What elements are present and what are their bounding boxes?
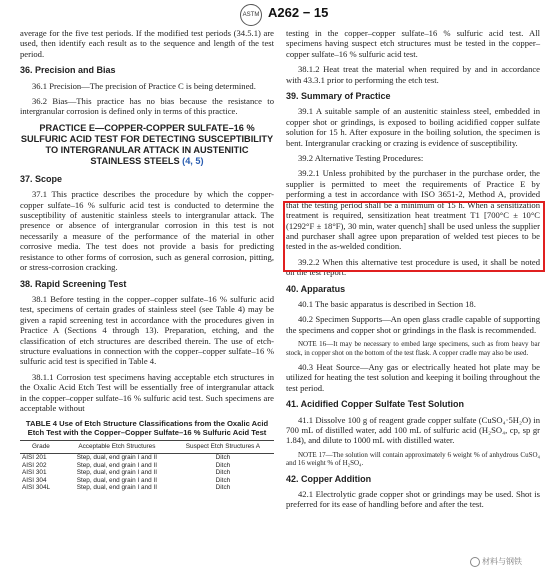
table-cell: AISI 304: [22, 476, 47, 484]
paragraph: average for the five test periods. If the modified test periods (34.5.1) are used, then identify each result as to the sequence and length of the test period.: [20, 28, 274, 59]
table-cell: Step, dual, end grain I and II: [76, 469, 157, 477]
paragraph: 40.3 Heat Source—Any gas or electrically heated hot plate may be utilized for heating the test solution and keeping it boiling throughout the test period.: [286, 361, 540, 393]
practice-heading: PRACTICE E—COPPER-COPPER SULFATE–16 % SULFURIC ACID TEST FOR DETECTING SUSCEPTIBILITY TO INTERGRANULAR ATTACK IN AUSTENITIC STAINLESS STEELS (4, 5): [20, 122, 274, 166]
standard-title: A262 − 15: [268, 5, 329, 20]
etch-structure-table: [20, 440, 274, 492]
left-column: [20, 28, 274, 492]
table-row: [20, 477, 274, 485]
table-cell: Ditch: [215, 469, 231, 477]
note: NOTE 17—The solution will contain approximately 6 weight % of anhydrous CuSO₄ and 16 weight % of H₂SO₄.: [286, 450, 540, 468]
table-cell: Ditch: [215, 453, 231, 461]
table-row: [20, 462, 274, 470]
section-heading: 40. Apparatus: [286, 283, 346, 294]
table-cell: Ditch: [215, 461, 231, 469]
wechat-icon: [470, 557, 480, 567]
table-cell: Step, dual, end grain I and II: [76, 453, 157, 461]
paragraph: 39.1 A suitable sample of an austenitic stainless steel, embedded in copper shot or grindings, is exposed to boiling acidified copper sulfate solution for 15 h. After exposure in the boiling solution, the specimen is bent. Intergranular cracking or crazing is evidence of susceptibility.: [286, 106, 540, 148]
section-heading: 36. Precision and Bias: [20, 65, 116, 76]
table-cell: AISI 301: [22, 469, 47, 477]
table-cell: Ditch: [215, 484, 231, 492]
watermark: 材料与钢铁: [468, 556, 524, 567]
table-cell: AISI 202: [22, 461, 47, 469]
practice-ref-link[interactable]: (4, 5): [182, 155, 204, 166]
paragraph: 39.2 Alternative Testing Procedures:: [298, 153, 424, 164]
table-cell: Step, dual, end grain I and II: [76, 484, 157, 492]
paragraph: 36.2 Bias—This practice has no bias because the resistance to intergranular corrosion is defined only in terms of this practice.: [20, 96, 274, 117]
paragraph: 38.1 Before testing in the copper–copper sulfate–16 % sulfuric acid test, specimens of certain grades of stainless steel (see Table 4) may be given a rapid screening test in accordance with the procedures given in Practice A (Sections 4 through 13). Preparation, etching, and the classification of etch structures are described therein. The use of etch-structure evaluations in connection with the copper–copper sulfate–16 % sulfuric acid test is specified in Table 4.: [20, 293, 274, 367]
page-header: [0, 0, 554, 26]
note: NOTE 16—It may be necessary to embed large specimens, such as from heavy bar stock, in copper shot on the bottom of the test flask. A copper cradle may also be used.: [286, 340, 540, 357]
paragraph: 37.1 This practice describes the procedure by which the copper-copper sulfate–16 % sulfuric acid test is conducted to determine the susceptibility of austenitic stainless steels to intergranular attack. The presence or absence of intergranular corrosion in this test is not necessarily a measure of the performance of the material in other corrosive media. The test does not provide a basis for predicting resistance to other forms of corrosion, such as general corrosion, pitting, or stress-corrosion cracking.: [20, 189, 274, 273]
table-row: [20, 453, 274, 461]
right-column: [286, 28, 540, 515]
highlighted-paragraph: 39.2.1 Unless prohibited by the purchaser in the purchase order, the supplier is permitted to meet the requirements of Practice E by performing a test in accordance with ISO 3651-2, Method A, provided that the testing period shall be a minimum of 15 h. When a sensitization treatment is required, sensitization heat treatment T1 [700°C ± 10°C (1292°F ± 18°F), 30 min, water quench] shall be used unless the supplier and purchaser shall agree upon preparation of welded test pieces to be tested in the as-welded condition.: [286, 168, 540, 252]
paragraph: 36.1 Precision—The precision of Practice C is being determined.: [32, 80, 256, 91]
section-heading: 38. Rapid Screening Test: [20, 278, 127, 289]
table-header: Grade: [20, 441, 62, 454]
table-cell: AISI 201: [22, 453, 47, 461]
astm-logo-icon: ASTM: [240, 4, 262, 26]
table-header: Suspect Etch Structures A: [172, 441, 274, 454]
section-heading: 37. Scope: [20, 173, 63, 184]
section-heading: 41. Acidified Copper Sulfate Test Solution: [286, 399, 465, 410]
paragraph: 40.2 Specimen Supports—An open glass cradle capable of supporting the specimens and copper shot or grindings in the flask is recommended.: [286, 314, 540, 335]
section-heading: 39. Summary of Practice: [286, 91, 391, 102]
paragraph: 41.1 Dissolve 100 g of reagent grade copper sulfate (CuSO₄·5H₂O) in 700 mL of distilled water, add 100 mL of sulfuric acid (H₂SO₄, cp, sp gr 1.84), and dilute to 1000 mL with distilled water.: [286, 414, 540, 446]
table-cell: Step, dual, end grain I and II: [76, 461, 157, 469]
table-caption: TABLE 4 Use of Etch Structure Classifications from the Oxalic Acid Etch Test with the Copper–Copper Sulfate–16 % Sulfuric Acid Test: [25, 419, 269, 438]
paragraph: 38.1.2 Heat treat the material when required by and in accordance with 43.3.1 prior to performing the etch test.: [286, 64, 540, 85]
paragraph: 38.1.1 Corrosion test specimens having acceptable etch structures in the Oxalic Acid Etch Test will be essentially free of intergranular attack in the copper–copper sulfate–16 % sulfuric acid test. Such specimens are acceptable without: [20, 371, 274, 413]
section-heading: 42. Copper Addition: [286, 473, 372, 484]
table-row: [20, 484, 274, 492]
table-cell: AISI 304L: [22, 484, 51, 492]
paragraph: 39.2.2 When this alternative test procedure is used, it shall be noted on the test report.: [286, 256, 540, 278]
table-header: Acceptable Etch Structures: [62, 441, 172, 454]
table-cell: Ditch: [215, 476, 231, 484]
paragraph: 40.1 The basic apparatus is described in Section 18.: [298, 298, 476, 309]
table-row: [20, 469, 274, 477]
paragraph: testing in the copper–copper sulfate–16 % sulfuric acid test. All specimens having suspect etch structures must be tested in the copper–copper sulfate–16 % sulfuric acid test.: [286, 28, 540, 59]
paragraph: 42.1 Electrolytic grade copper shot or grindings may be used. Shot is preferred for its ease of handling before and after the test.: [286, 489, 540, 510]
table-cell: Step, dual, end grain I and II: [76, 476, 157, 484]
